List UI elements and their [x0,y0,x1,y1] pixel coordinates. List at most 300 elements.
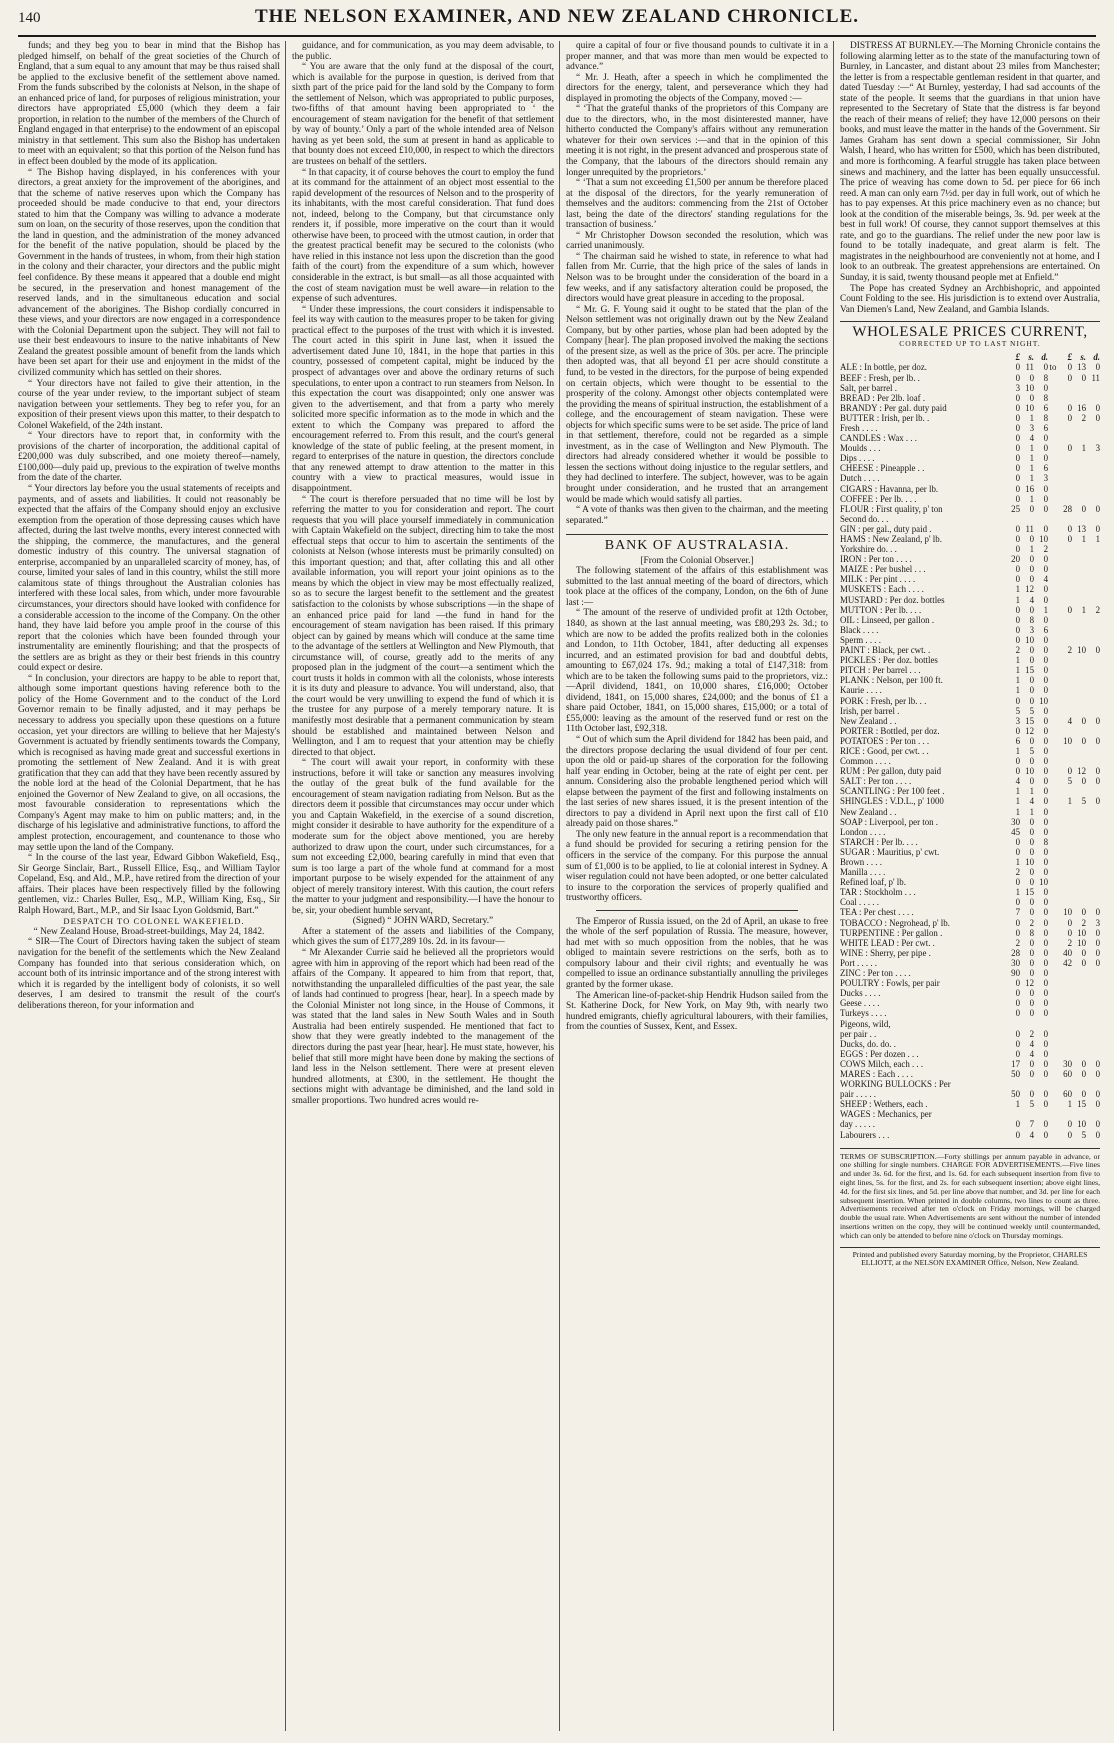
price-item: Coal . . . . . [840,897,879,908]
article-paragraph: “ In the course of the last year, Edward Gibbon Wakefield, Esq., Sir George Sinclair, Bart., Russell Ellice, Esq., and William Taylor Copeland, Esq. and Ald., M.P., have retired from the direction of your affairs. Their places have been respectively filled by the following gentlemen, viz.: Charles Buller, Esq., M.P., William King, Esq., Sir Ralph Howard, Bart., M.P., and Sir Isaac Lyon Goldsmid, Bart.” [18,853,280,916]
column-3 [566,41,834,1731]
price-low: 6 [1015,735,1020,746]
price-high [1058,1109,1072,1119]
price-low: 0 [1043,493,1048,504]
price-low: 1 [1015,665,1020,676]
article-paragraph: “ You are aware that the only fund at the disposal of the court, which is available for the purpose in question, is derived from that sixth part of the price paid for the land sold by the Company to form the settlement of Nelson, which was appropriated to public purposes, two-fifths of that amount having been appropriated to ‘ the encouragement of steam navigation for the benefit of that settlement by way of bounty.’ Only a part of the whole intended area of Nelson having as yet been sold, the sum at present in hand as applicable to that bounty does not exceed £10,000, in respect to which the directors are trustees on behalf of the settlers. [292,62,554,168]
price-item: Refined loaf, p' lb. [840,877,906,888]
price-item: Common . . . . [840,756,891,767]
article-paragraph: quire a capital of four or five thousand pounds to cultivate it in a proper manner, and that was more than men would be expected to advance.” [566,41,828,73]
price-high [1072,988,1086,998]
price-low: 4 [1029,1129,1034,1140]
price-high [1058,1039,1072,1049]
distress-article: DISTRESS AT BURNLEY.—The Morning Chronicle contains the following alarming letter as to the state of the manufacturing town of Burnley, in Lancaster, and distant about 23 miles from Manchester; the letter is from a respectable gentleman resident in that quarter, and dated Tuesday :—“ At Burnley, yesterday, I had sad accounts of the state of the people. It seems that the guardians in that union have represented to the Secretary of State that the distress is far beyond the reach of their means of relief; they have 12,000 persons on their books, and must leave the matter in the hands of the Government. Sir James Graham has sent down a special commissioner, Sir John Walsh, I heard, who has written for £500, which has been distributed, and more is forthcoming. A fearful struggle has taken place between sinews and machinery, and the latter has been equally unsuccessful. The price of weaving has come down to 5d. per piece for 66 inch reed. A man can only earn 7½d. per day in full work, out of which he has to pay expenses. At this price machinery even as no chance; but look at the condition of the miserable beings, 3s. 9d. per week at the best in full work! Of course, they cannot support themselves at this rate, and go to the guardians. The relief under the new poor law is found to be totally inadequate, and great alarm is felt. The magistrates in the neighbourhood are conveniently not at home, and I look to an outbreak. The greatest apprehensions are entertained. On Sunday, it is said, twenty thousand people met at Enfield.” [840,41,1100,284]
price-high: 2 [1095,604,1100,615]
price-high [1072,685,1086,695]
price-item: OIL : Linseed, per gallon . [840,614,935,625]
price-row [840,1130,1100,1140]
price-row [840,887,1100,897]
price-low: 0 [1043,382,1048,393]
price-low: 4 [1029,796,1034,807]
price-item: WHITE LEAD : Per cwt. . [840,937,935,948]
price-low: 25 [1011,503,1020,514]
price-high: 10 [1063,907,1072,918]
price-high: 0 [1095,947,1100,958]
price-row [840,443,1100,453]
price-item: Fresh . . . . [840,422,878,433]
price-high [1086,847,1100,857]
article-paragraph: “ In that capacity, it of course behoves the court to employ the fund at its command for the attainment of an object most essential to the rapid development of the resources of Nelson and to the prosperity of its inhabitants, with the most careful consideration. That fund does not, indeed, belong to the Company, but that circumstance only renders it, if possible, more imperative on the court than it would otherwise have been, to proceed with the utmost caution, in order that the greatest practical benefit may be secured to the colonists (who have relied in this instance not less upon the discretion than the good faith of the court) from the expenditure of a sum which, however considerable in the extract, is but small—as all those acquainted with the cost of steam navigation must be well aware—in relation to the expense of such adventures. [292,167,554,305]
price-low: 0 [1015,846,1020,857]
price-high [1058,847,1072,857]
price-item: BREAD : Per 2lb. loaf . [840,392,926,403]
price-high [1072,817,1086,827]
price-high [1086,1019,1100,1029]
price-high [1086,675,1100,685]
price-to [1048,453,1058,463]
price-low: 10 [1039,534,1048,544]
price-item: CIGARS : Havanna, per lb. [840,483,939,494]
article-paragraph: “ Your directors have to report that, in conformity with the provisions of the charter of incorporation, the additional capital of £200,000 was duly subscribed, and one moiety thereof—namely, £100,000—duly paid up, previous to the expiration of twelve months from the date of the charter. [18,431,280,484]
price-item: BUTTER : Irish, per lb. . [840,412,930,423]
price-item: SCANTLING : Per 100 feet . [840,786,945,797]
price-row [840,786,1100,796]
columns [18,41,1100,1731]
signature: (Signed) “ JOHN WARD, Secretary.” [352,916,494,927]
price-high [1058,988,1072,998]
price-low: 0 [1015,695,1020,706]
price-to: to [1049,362,1057,373]
price-low: 0 [1043,978,1048,989]
price-to [1048,867,1058,877]
price-low: 0 [1029,937,1034,948]
price-low: 0 [1043,1099,1048,1110]
divider [596,910,798,911]
price-low: 30 [1011,816,1020,827]
price-high: 40 [1063,947,1072,958]
price-high: 1 [1081,534,1086,544]
price-low: 0 [1015,766,1020,777]
article-paragraph: funds; and they beg you to bear in mind that the Bishop has pledged himself, on behalf of the great societies of the Church of England, that a sum equal to any amount that may be thus raised shall be applied to the exclusive benefit of the settlement above named. From the funds subscribed by the colonists at Nelson, in the shape of an enhanced price of land, for purposes of religious ministration, your directors have appropriated £5,000 (which they deem a fair proportion, in relation to the number of the members of the Church of England engaged in that enterprise) to the endowment of an episcopal ministry in that settlement. This sum also the Bishop has undertaken to meet with an equivalent; so that this portion of the Nelson fund has in effect been doubled by the mode of its application. [18,41,280,168]
price-low: 0 [1015,927,1020,938]
price-low: 0 [1043,846,1048,857]
price-to [1048,413,1058,423]
price-low: 0 [1043,564,1048,575]
price-high [1058,877,1072,887]
price-high: 0 [1095,796,1100,807]
price-high [1072,655,1086,665]
price-high: 0 [1081,957,1086,968]
price-low: 0 [1015,634,1020,645]
price-low: 0 [1015,483,1020,494]
price-low: 4 [1015,776,1020,787]
price-high [1058,1049,1072,1059]
price-high [1058,998,1072,1008]
price-row [840,766,1100,776]
article-paragraph: “ Out of which sum the April dividend for 1842 has been paid, and the directors propose declaring the usual dividend of four per cent. upon the old or paid-up shares of the corporation for the following half year ending in October, being at the rate of eight per cent. per annum. Considering also the probable lengthened period which will elapse between the payment of the first and following instalments on the last series of new shares issued, it is the present intention of the directors to pay a dividend in April next upon the first call of £10 already paid on those shares.” [566,735,828,830]
price-to [1048,726,1058,736]
price-to [1048,373,1058,383]
price-low: 0 [1029,776,1034,787]
price-low: 0 [1029,968,1034,979]
price-item: Black . . . . [840,624,879,635]
price-low: 0 [1043,523,1048,534]
price-high [1086,574,1100,584]
price-high [1072,968,1086,978]
price-high [1086,463,1100,473]
price-high: 0 [1067,604,1072,615]
price-to [1048,433,1058,443]
price-high [1058,383,1072,393]
price-low: 0 [1029,574,1034,585]
price-row [840,675,1100,685]
prices-header-cell: d. [1093,352,1100,363]
price-high [1058,817,1072,827]
price-high [1072,746,1086,756]
price-item: TOBACCO : Negrohead, p' lb. [840,917,950,928]
price-high: 0 [1095,776,1100,787]
price-row [840,847,1100,857]
price-high [1072,847,1086,857]
price-high: 0 [1067,523,1072,534]
price-row [840,574,1100,584]
price-low: 0 [1015,756,1020,767]
price-row [840,584,1100,594]
price-high [1086,968,1100,978]
price-low: 2 [1015,867,1020,878]
price-high: 30 [1063,1058,1072,1069]
wholesale-prices-subtitle: CORRECTED UP TO LAST NIGHT. [899,338,1041,348]
price-to [1048,1079,1058,1089]
price-low: 1 [1015,887,1020,898]
price-item: POULTRY : Fowls, per pair [840,978,940,989]
price-item: COWS Milch, each . . . [840,1058,924,1069]
price-low: 0 [1029,372,1034,383]
prices-header-cell: s. [1028,352,1034,363]
price-low: 8 [1043,372,1048,383]
price-row [840,736,1100,746]
price-row [840,1119,1100,1129]
price-low: 10 [1025,382,1034,393]
price-low: 0 [1015,402,1020,413]
price-low: 0 [1029,846,1034,857]
price-low: 0 [1029,1089,1034,1100]
price-to [1048,796,1058,806]
price-high [1072,867,1086,877]
price-row [840,595,1100,605]
price-low: 10 [1025,402,1034,413]
price-high [1058,726,1072,736]
price-high: 2 [1081,917,1086,928]
price-low [1034,1079,1048,1089]
price-low: 0 [1015,1038,1020,1049]
price-high: 0 [1095,1119,1100,1130]
price-high: 0 [1095,937,1100,948]
price-low: 50 [1011,1089,1020,1100]
price-row [840,413,1100,423]
price-low: 0 [1015,544,1020,555]
price-high [1058,665,1072,675]
price-to [1048,857,1058,867]
price-low: 0 [1015,624,1020,635]
price-high: 5 [1081,796,1086,807]
price-low: 30 [1011,957,1020,968]
price-row [840,1099,1100,1109]
price-to [1048,1109,1058,1119]
price-to [1048,847,1058,857]
price-low: 10 [1025,766,1034,777]
price-low: 0 [1043,927,1048,938]
price-low: 0 [1043,725,1048,736]
price-low: 0 [1043,453,1048,464]
price-low: 0 [1043,998,1048,1009]
price-item: SALT : Per ton . . . . [840,776,912,787]
price-high: 13 [1077,362,1086,373]
price-low: 0 [1043,988,1048,999]
price-high [1058,675,1072,685]
price-row [840,817,1100,827]
price-high: 0 [1067,1129,1072,1140]
price-high: 28 [1063,503,1072,514]
price-to [1048,786,1058,796]
price-to [1048,514,1058,524]
price-to [1048,887,1058,897]
price-low: 0 [1043,816,1048,827]
price-high [1058,423,1072,433]
article-paragraph: “ Your directors lay before you the usual statements of receipts and payments, and of assets and liabilities. It could not reasonably be expected that the affairs of the Company should enjoy an exclusive exemption from the operation of those depressing causes which have affected, during the last twelve months, every interest connected with the shipping, the commerce, the manufactures, and the general domestic industry of this country. The universal stagnation of enterprise, accompanied by an unparalleled scarcity of money, has, of course, limited your sales of land in this country, whilst the still more calamitous state of things throughout the Australian colonies has interfered with these local sales, from which, under more favourable circumstances, your directors should have looked with confidence for a considerable accession to the income of the Company. On the other hand, they have laid before you ample proof in the course of this report that the colonies which have been founded through your instrumentality are eminently flourishing; and that the prospects of the settlers are as bright as they or their best friends in this country could expect or desire. [18,483,280,674]
price-low: 0 [1029,1058,1034,1069]
article-paragraph: The following statement of the affairs of this establishment was submitted to the last annual meeting of the board of directors, which took place at the offices of the company, London, on the 6th of June last :— [566,566,828,608]
price-item: PAINT : Black, per cwt. . [840,645,931,656]
price-item: MUTTON : Per lb. . . . [840,604,922,615]
price-to [1048,958,1058,968]
price-high [1058,473,1072,483]
price-high [1058,897,1072,907]
price-high: 0 [1095,766,1100,777]
price-low: 0 [1029,685,1034,696]
price-to [1048,574,1058,584]
price-low: 0 [1029,735,1034,746]
price-low: 0 [1043,796,1048,807]
price-low: 0 [1015,614,1020,625]
price-high [1058,564,1072,574]
price-low: 0 [1043,887,1048,898]
price-high: 0 [1081,715,1086,726]
price-high [1058,867,1072,877]
price-to [1048,554,1058,564]
prices-header [840,352,1100,362]
price-low: 3 [1029,624,1034,635]
price-low: 0 [1043,1048,1048,1059]
price-high [1086,584,1100,594]
price-high: 0 [1095,1099,1100,1110]
price-low [1020,514,1034,524]
price-high: 60 [1063,1068,1072,1079]
price-high [1086,867,1100,877]
price-high [1072,665,1086,675]
price-high [1072,635,1086,645]
price-high [1058,463,1072,473]
price-to [1048,534,1058,544]
price-to [1048,605,1058,615]
price-item: STARCH : Per lb. . . . [840,836,918,847]
price-low: 0 [1029,957,1034,968]
price-low: 0 [1043,968,1048,979]
price-row [840,897,1100,907]
bank-source: [From the Colonial Observer.] [640,555,754,566]
price-high: 1 [1081,604,1086,615]
price-low: 8 [1043,836,1048,847]
price-item: MILK : Per pint . . . . [840,574,916,585]
price-low: 8 [1029,927,1034,938]
price-high [1072,696,1086,706]
price-high: 2 [1081,412,1086,423]
price-high [1086,625,1100,635]
price-item: Geese . . . . [840,998,880,1009]
price-high: 0 [1095,907,1100,918]
price-high [1072,484,1086,494]
price-low: 1 [1015,1099,1020,1110]
article-paragraph: “ Mr. J. Heath, after a speech in which he complimented the directors for the energy, talent, and perseverance which they had displayed in promoting the objects of the Company, moved :— [566,72,828,104]
price-to [1048,1008,1058,1018]
article-paragraph: “ The Bishop having displayed, in his conferences with your directors, a great anxiety for the improvement of the aborigines, and that the scheme of native reserves upon which the Company has proceeded should be made conducive to that end, your directors stated to him that the Company was willing to advance a moderate sum on loan, on the security of those reserves, upon the condition that the land in question, and the administration of the money advanced for the benefit of the native population, should be placed by the Government in the hands of trustees, in whom, from their high station in the colony and their character, your directors and the public might feel confidence. By these means it appeared that a double end might be secured, in the preservation and honest management of the reserved lands, and in the simultaneous education and social advancement of the aborigines. The Bishop cordially concurred in these views, and your directors are now engaged in a correspondence with the Colonial Department upon the subject. They will not fail to use their best endeavours to insure to the native inhabitants of New Zealand the greatest possible amount of benefit from the lands which have been set apart for their use and enjoyment in the midst of the civilized community which has settled on their shores. [18,167,280,378]
price-item: New Zealand . . [840,806,897,817]
price-low: 15 [1025,887,1034,898]
price-high [1086,877,1100,887]
price-low: 0 [1043,503,1048,514]
price-item: Turkeys . . . . [840,1008,887,1019]
price-low: 0 [1043,645,1048,656]
price-to [1048,706,1058,716]
prices-header-cell [1048,352,1058,362]
price-high [1072,1008,1086,1018]
price-low: 0 [1043,1038,1048,1049]
price-to [1048,564,1058,574]
price-high: 3 [1095,443,1100,454]
price-low: 0 [1015,998,1020,1009]
price-high: 4 [1067,715,1072,726]
price-high [1072,807,1086,817]
price-to [1048,655,1058,665]
article-paragraph: “ The amount of the reserve of undivided profit at 12th October, 1840, as shown at the last annual meeting, was £80,293 2s. 3d.; to which are now to be added the profits realized both in the colonies and London, to 11th October, 1841, after deducting all expenses incurred, and an estimated provision for bad and doubtful debts, amounting to £67,024 17s. 9d.; making a total of £147,318: from which are to be taken the following sums paid to the proprietors, viz.:—April dividend, 1841, on 10,000 shares, £16,000; October dividend, 1841, on 15,000 shares, £24,000; and the bonus of £1 a share paid October, 1841, on 15,000 shares, £15,000; or a total of £55,000: leaving as the amount of the reserved fund or rest on the 11th October last, £92,318. [566,608,828,735]
price-row [840,373,1100,383]
price-to [1048,827,1058,837]
price-item: day . . . . . [840,1119,876,1130]
price-item: SUGAR : Mauritius, p' cwt. [840,846,940,857]
price-item: SHEEP : Wethers, each . [840,1099,928,1110]
price-high [1072,514,1086,524]
price-low: 0 [1015,493,1020,504]
price-row [840,685,1100,695]
price-high [1058,887,1072,897]
price-high [1058,786,1072,796]
price-low: 0 [1029,655,1034,666]
price-low [1006,1109,1020,1119]
price-low: 0 [1015,897,1020,908]
price-high: 0 [1095,1068,1100,1079]
price-high [1058,655,1072,665]
price-high [1058,807,1072,817]
price-item: TAR : Stockholm . . . [840,887,916,898]
price-to [1048,1099,1058,1109]
price-to [1048,544,1058,554]
price-low: 8 [1043,412,1048,423]
price-item: BEEF : Fresh, per lb. . [840,372,920,383]
price-high [1058,827,1072,837]
price-to [1048,524,1058,534]
price-low: 0 [1015,836,1020,847]
price-high [1072,1019,1086,1029]
price-low: 0 [1029,645,1034,656]
price-item: WAGES : Mechanics, per [840,1109,932,1120]
price-to [1048,1029,1058,1039]
price-row [840,706,1100,716]
price-high [1086,1039,1100,1049]
price-high [1058,544,1072,554]
price-row [840,938,1100,948]
price-to [1048,463,1058,473]
article-paragraph: “ Under these impressions, the court considers it indispensable to feel its way with caution to the measures proper to be taken for giving practical effect to the purposes of the trust with which it is invested. The court acted in this spirit in June last, when it issued the advertisement dated June 10, 1841, in the hope that parties in this country, possessed of competent capital, might be induced by the prospect of advantages over and above the ordinary returns of such speculations, to enter upon a contract to run steamers from Nelson. In this expectation the court was disappointed; only one answer was given to the advertisement, and that from a party who merely solicited more specific information as to the mode in which and the extent to which the Company was prepared to afford the encouragement referred to. From this result, and the court's general knowledge of the state of public feeling, at the present moment, in regard to enterprises of the nature in question, the directors conclude that any renewed attempt to draw attention to the matter in this country with a view to practical measures, would issue in disappointment. [292,304,554,494]
price-item: PITCH : Per barrel . . . [840,665,921,676]
price-low: 0 [1043,957,1048,968]
price-high: 0 [1067,362,1072,373]
price-high: 0 [1095,503,1100,514]
price-to [1048,403,1058,413]
price-high [1086,746,1100,756]
price-low: 12 [1025,978,1034,989]
price-item: PORK : Fresh, per lb. . . [840,695,927,706]
price-low: 0 [1015,564,1020,575]
price-low: 0 [1015,412,1020,423]
price-low: 0 [1015,877,1020,888]
price-row [840,534,1100,544]
price-low: 16 [1025,483,1034,494]
price-low: 0 [1043,634,1048,645]
price-low: 0 [1015,443,1020,454]
price-high [1086,837,1100,847]
price-to [1048,383,1058,393]
price-row [840,958,1100,968]
price-low: 0 [1043,655,1048,666]
price-high [1072,544,1086,554]
price-high [1058,978,1072,988]
price-high [1086,807,1100,817]
price-high: 12 [1077,766,1086,777]
price-high [1072,574,1086,584]
price-to [1048,675,1058,685]
price-low: 0 [1015,392,1020,403]
price-low: 1 [1043,604,1048,615]
price-to [1048,423,1058,433]
price-low: 1 [1015,786,1020,797]
price-high [1072,463,1086,473]
price-low: 0 [1043,826,1048,837]
price-item: RUM : Per gallon, duty paid [840,766,942,777]
price-low: 0 [1015,725,1020,736]
price-to [1048,766,1058,776]
price-high: 0 [1081,1058,1086,1069]
price-high [1086,635,1100,645]
price-high [1072,675,1086,685]
price-high [1072,998,1086,1008]
price-high: 0 [1081,372,1086,383]
price-high [1072,473,1086,483]
price-row [840,564,1100,574]
price-row [840,988,1100,998]
price-item: PORTER : Bottled, per doz. [840,725,940,736]
price-high [1086,554,1100,564]
price-to [1048,484,1058,494]
